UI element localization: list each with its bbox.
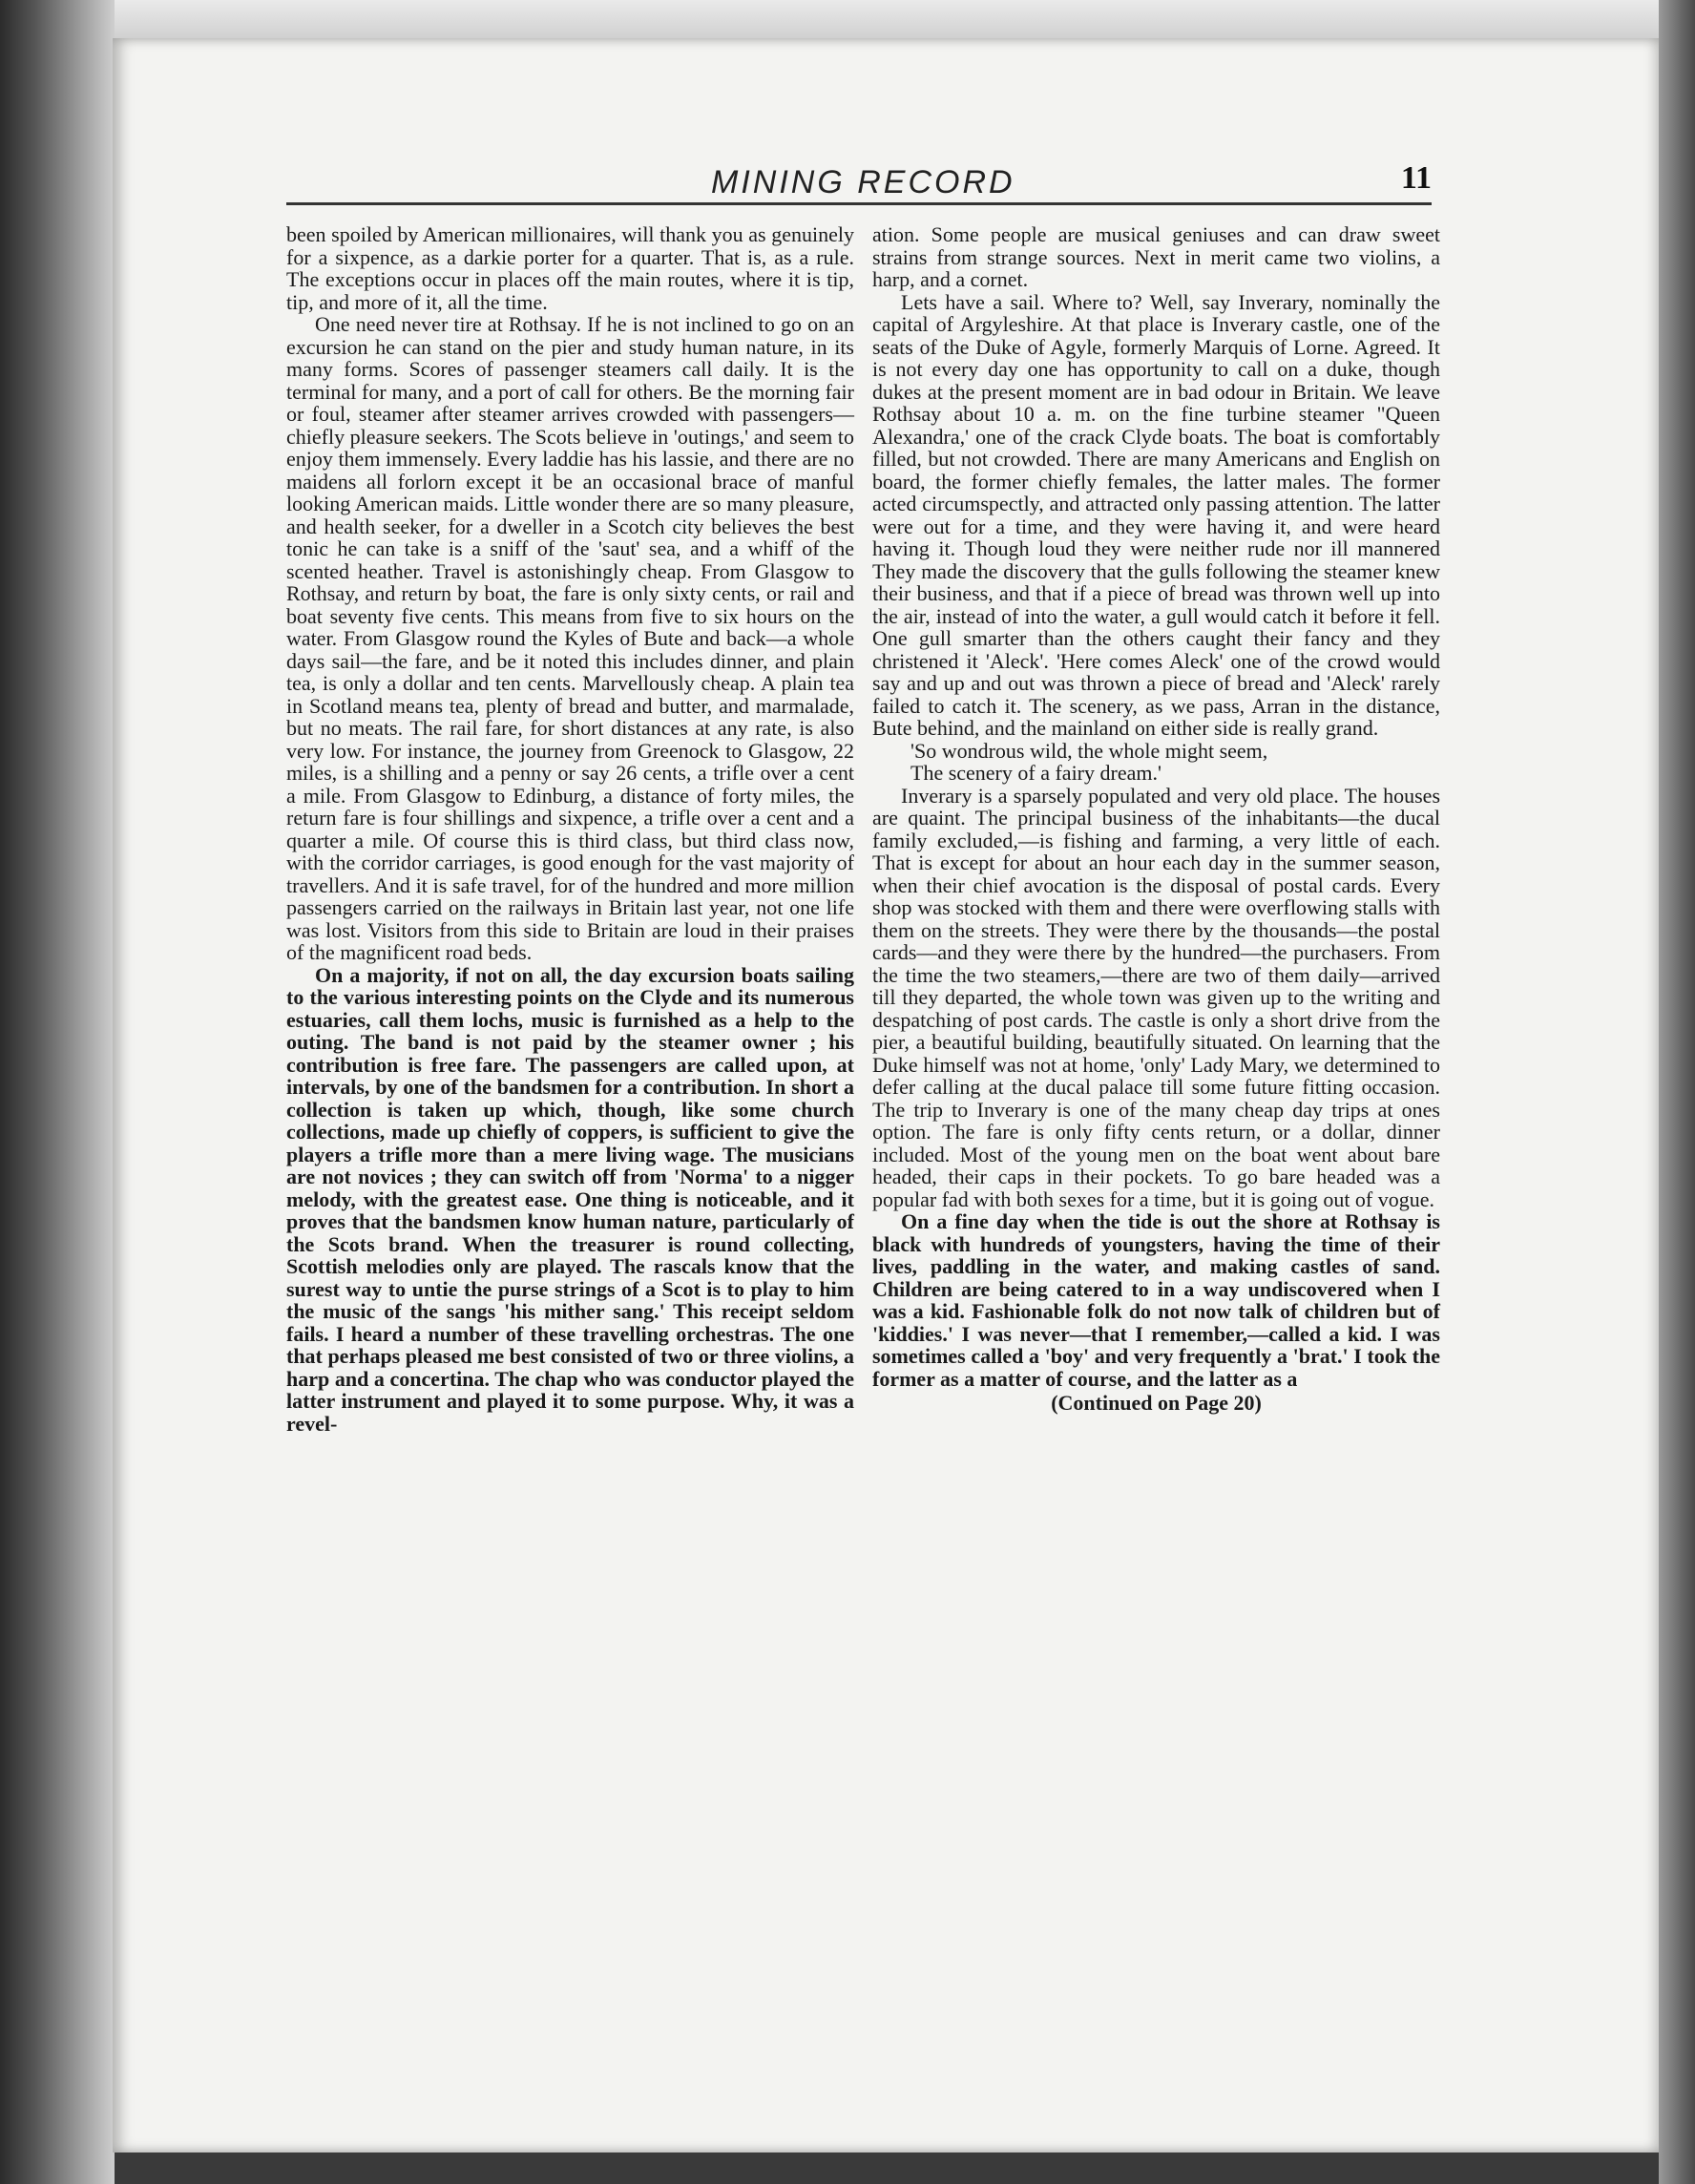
right-column bbox=[872, 223, 1440, 1942]
continued-notice: (Continued on Page 20) bbox=[1051, 1391, 1262, 1415]
page-number: 11 bbox=[1400, 160, 1432, 196]
masthead-title: MINING RECORD bbox=[711, 164, 1015, 200]
page-header bbox=[286, 160, 1432, 218]
verse-line: The scenery of a fairy dream.' bbox=[910, 761, 1161, 785]
paragraph: been spoiled by American millionaires, will thank you as genuinely for a sixpence, as a darkie porter for a quarter. That is, as a rule. The exceptions occur in places off the main routes, where it is tip, tip, and more of it, all the time. bbox=[286, 222, 854, 314]
paragraph: One need never tire at Rothsay. If he is not inclined to go on an excursion he can stand on the pier and study human nature, in its many forms. Scores of passenger steamers call daily. It is the terminal for many, and a port of call for others. Be the morning fair or foul, steamer after steamer arrives crowded with passengers—chiefly pleasure seekers. The Scots believe in 'outings,' and seem to enjoy them immensely. Every laddie has his lassie, and there are no maidens all forlorn except it be an occasional brace of manful looking American maids. Little wonder there are so many pleasure, and health seeker, for a dweller in a Scotch city believes the best tonic he can take is a sniff of the 'saut' sea, and a whiff of the scented heather. Travel is astonishingly cheap. From Glasgow to Rothsay, and return by boat, the fare is only sixty cents, or rail and boat seventy five cents. This means from five to six hours on the water. From Glasgow round the Kyles of Bute and back—a whole days sail—the fare, and be it noted this includes dinner, and plain tea, is only a dollar and ten cents. Marvellously cheap. A plain tea in Scotland means tea, plenty of bread and butter, and marmalade, but no meats. The rail fare, for short distances at any rate, is also very low. For instance, the journey from Greenock to Glasgow, 22 miles, is a shilling and a penny or say 26 cents, a trifle over a cent a mile. From Glasgow to Edinburg, a distance of forty miles, the return fare is four shillings and sixpence, a trifle over a cent and a quarter a mile. Of course this is third class, but third class now, with the corridor carriages, is good enough for the vast majority of travellers. And it is safe travel, for of the hundred and more million passengers carried on the railways in Britain last year, not one life was lost. Visitors from this side to Britain are loud in their praises of the magnificent road beds. bbox=[286, 312, 854, 964]
article-body bbox=[286, 223, 1451, 1942]
paragraph: On a fine day when the tide is out the shore at Rothsay is black with hundreds of youngsters, having the time of their lives, paddling in the water, and making castles of sand. Children are being catered to in a way undiscovered when I was a kid. Fashionable folk do not now talk of children but of 'kiddies.' I was never—that I remember,—called a kid. I was sometimes called a 'boy' and very frequently a 'brat.' I took the former as a matter of course, and the latter as a bbox=[872, 1209, 1440, 1391]
verse-line: 'So wondrous wild, the whole might seem, bbox=[910, 738, 1268, 763]
scan-right-edge bbox=[1659, 0, 1695, 2184]
paragraph: ation. Some people are musical geniuses and can draw sweet strains from strange sources. Next in merit came two violins, a harp, and a cornet. bbox=[872, 222, 1440, 291]
left-column bbox=[286, 223, 854, 1942]
header-rule bbox=[286, 202, 1432, 205]
scan-top-edge bbox=[0, 0, 1695, 40]
paragraph: Inverary is a sparsely populated and very old place. The houses are quaint. The principal business of the inhabitants—the ducal family excluded,—is fishing and farming, a very little of each. That is except for about an hour each day in the summer season, when their chief avocation is the disposal of postal cards. Every shop was stocked with them and there were overflowing stalls with them on the streets. They were there by the thousands—the postal cards—and they were there by the hundred—the purchasers. From the time the two steamers,—there are two of them daily—arrived till they departed, the whole town was given up to the writing and despatching of post cards. The castle is only a short drive from the pier, a beautiful building, beautifully situated. On learning that the Duke himself was not at home, 'only' Lady Mary, we determined to defer calling at the ducal palace till some future fitting occasion. The trip to Inverary is one of the many cheap day trips at ones option. The fare is only fifty cents return, or a dollar, dinner included. Most of the young men on the boat went about bare headed, their caps in their pockets. To go bare headed was a popular fad with both sexes for a time, but it is going out of vogue. bbox=[872, 783, 1440, 1211]
scan-left-margin bbox=[0, 0, 115, 2184]
paragraph: On a majority, if not on all, the day excursion boats sailing to the various interesting points on the Clyde and its numerous estuaries, call them lochs, music is furnished as a help to the outing. The band is not paid by the steamer owner ; his contribution is free fare. The passengers are called upon, at intervals, by one of the bandsmen for a contribution. In short a collection is taken up which, though, like some church collections, made up chiefly of coppers, is sufficient to give the players a trifle more than a mere living wage. The musicians are not novices ; they can switch off from 'Norma' to a nigger melody, with the greatest ease. One thing is noticeable, and it proves that the bandsmen know human nature, particularly of the Scots brand. When the treasurer is round collecting, Scottish melodies only are played. The rascals know that the surest way to untie the purse strings of a Scot is to play to him the music of the sangs 'his mither sang.' This receipt seldom fails. I heard a number of these travelling orchestras. The one that perhaps pleased me best consisted of two or three violins, a harp and a concertina. The chap who was conductor played the latter instrument and played it to some purpose. Why, it was a revel- bbox=[286, 962, 854, 1436]
paragraph: Lets have a sail. Where to? Well, say Inverary, nominally the capital of Argyleshire. At that place is Inverary castle, one of the seats of the Duke of Agyle, formerly Marquis of Lorne. Agreed. It is not every day one has opportunity to call on a duke, though dukes at the present moment are in bad odour in Britain. We leave Rothsay about 10 a. m. on the fine turbine steamer "Queen Alexandra,' one of the crack Clyde boats. The boat is comfortably filled, but not crowded. There are many Americans and English on board, the former chiefly females, the latter males. The former acted circumspectly, and attracted only passing attention. The latter were out for a time, and they were having it, and were heard having it. Though loud they were neither rude nor ill mannered They made the discovery that the gulls following the steamer knew their business, and that if a piece of bread was thrown well up into the air, instead of into the water, a gull would catch it before it fell. One gull smarter than the others caught their fancy and they christened it 'Aleck'. 'Here comes Aleck' one of the crowd would say and up and out was thrown a piece of bread and 'Aleck' rarely failed to catch it. The scenery, as we pass, Arran in the distance, Bute behind, and the mainland on either side is really grand. bbox=[872, 289, 1440, 740]
